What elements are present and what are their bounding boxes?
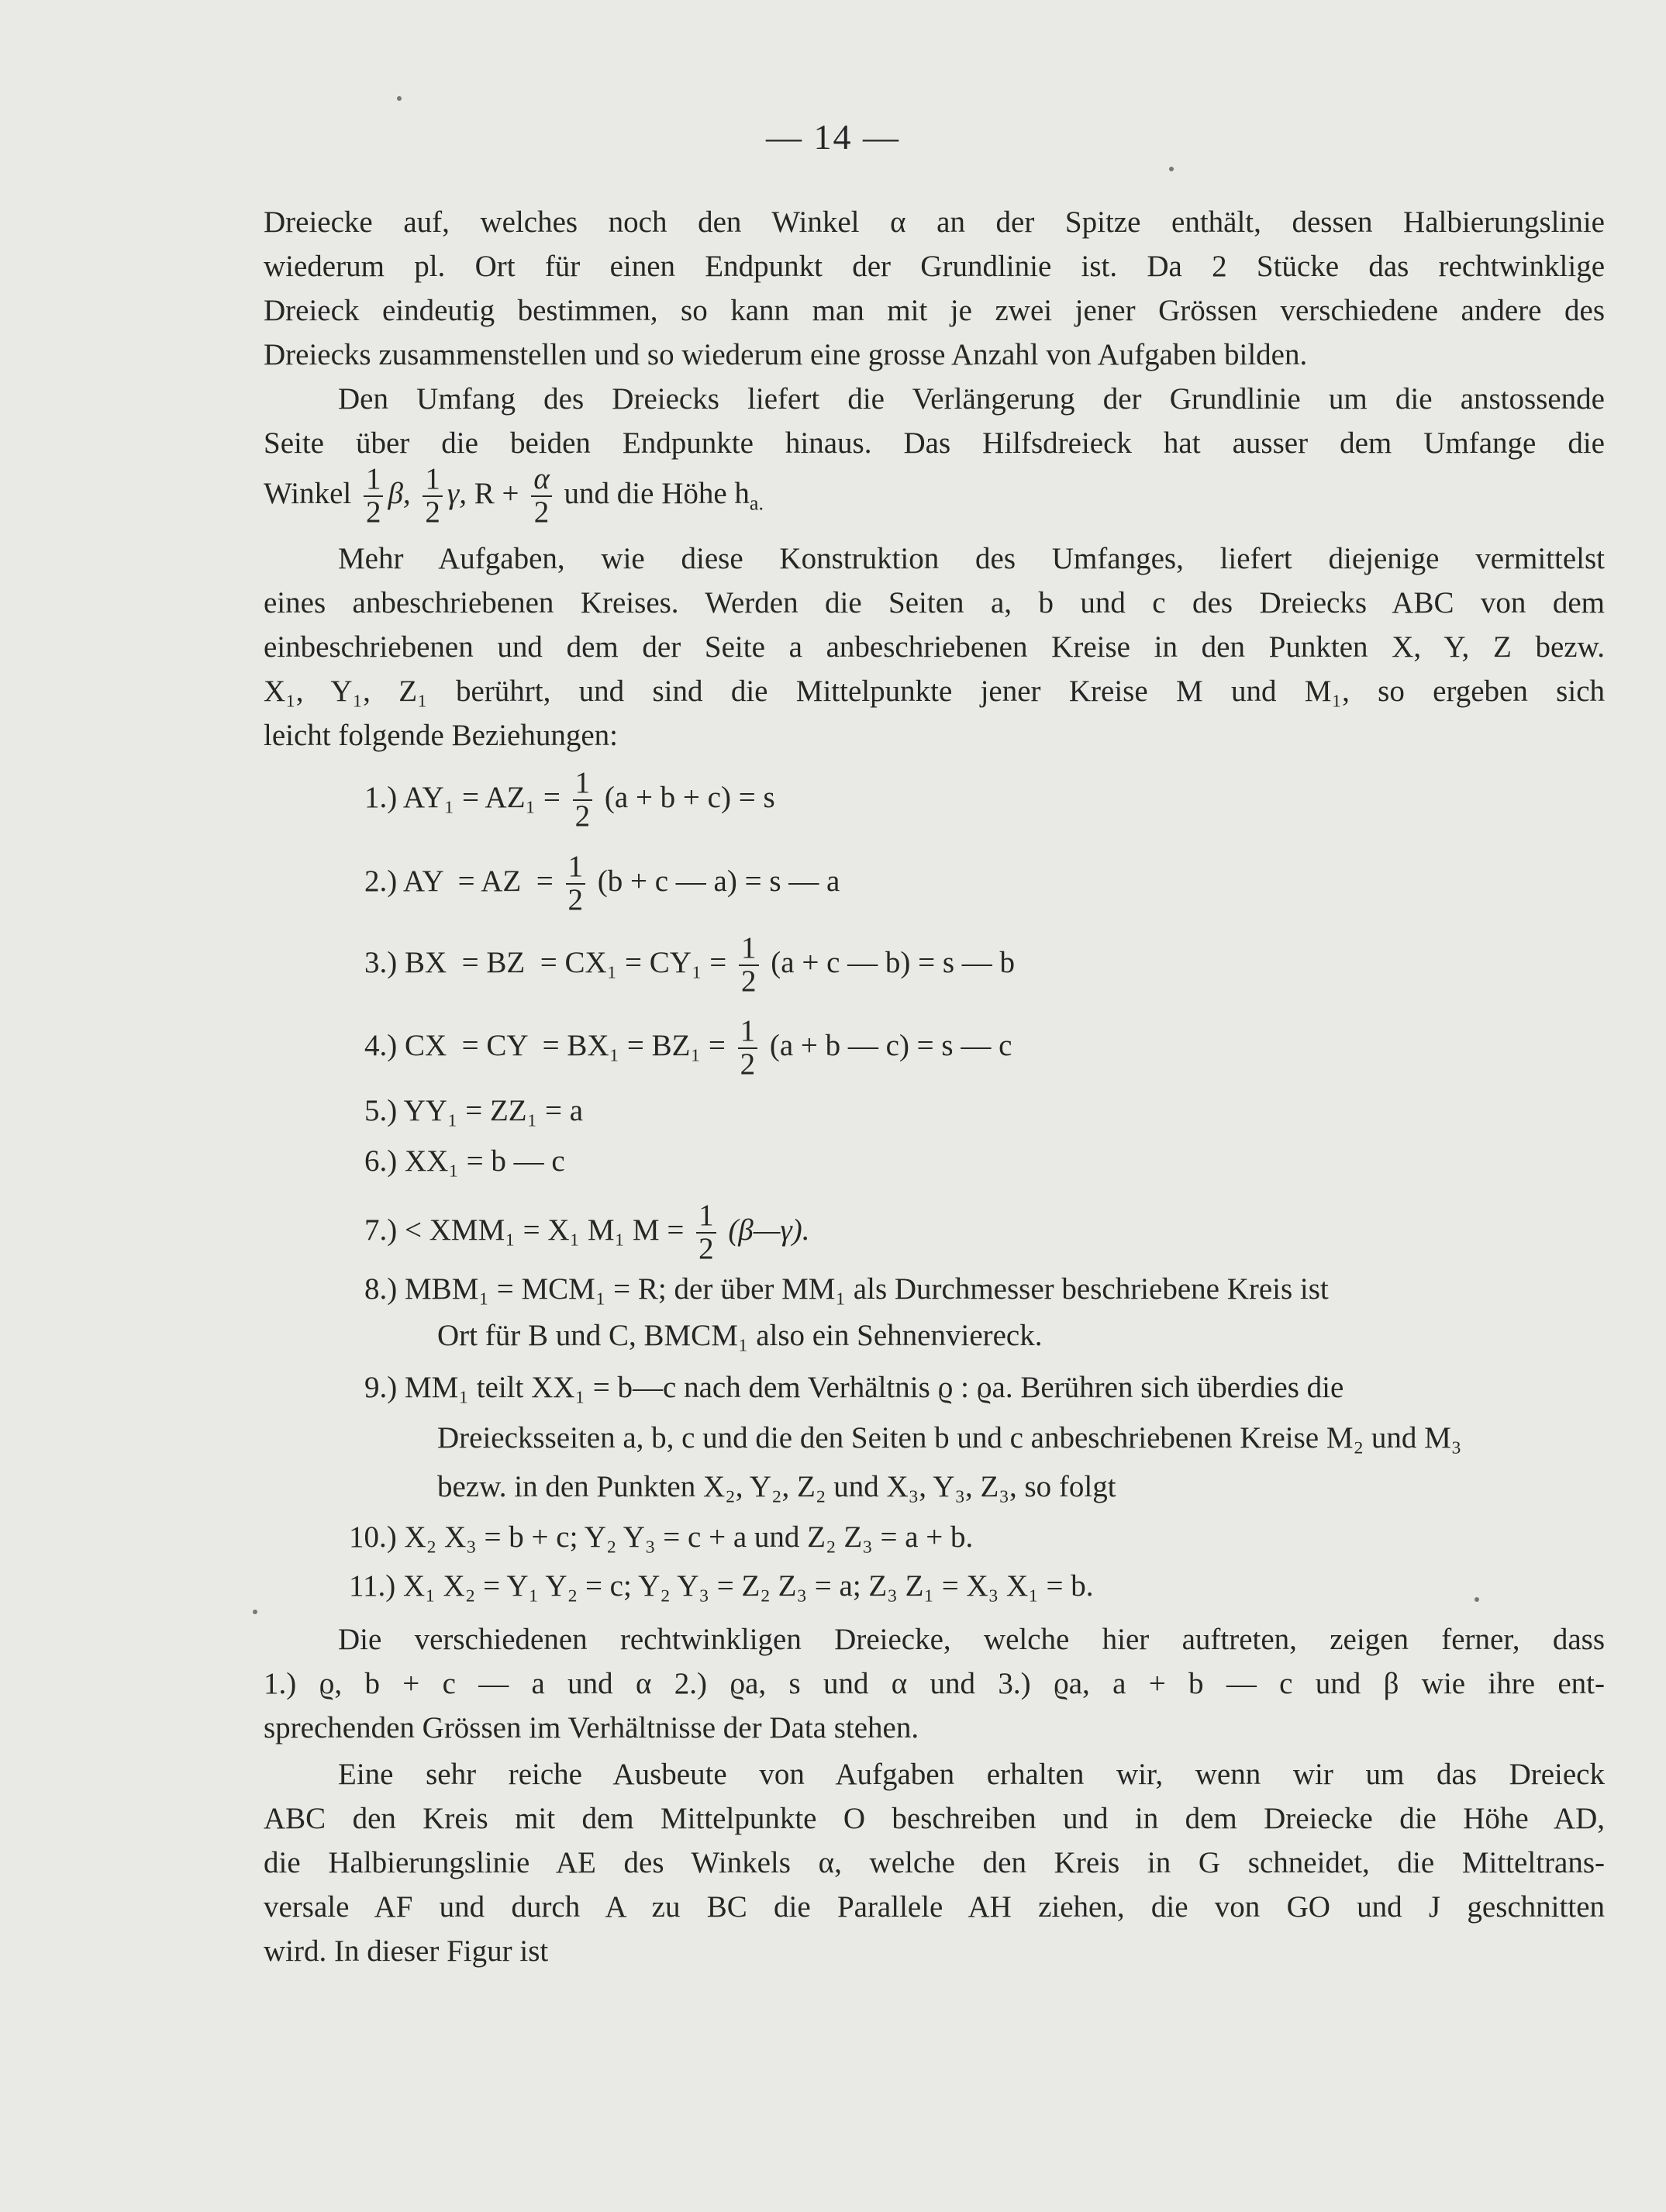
fraction: $\frac{1}{2}$	[364, 464, 384, 529]
scan-speck	[1475, 1597, 1479, 1602]
text-line: Seite über die beiden Endpunkte hinaus. Das Hilfsdreieck hat ausser dem Umfange die	[264, 426, 1605, 460]
text-line: Dreiecke auf, welches noch den Winkel α an der Spitze enthält, dessen Halbierungslinie	[264, 205, 1605, 239]
text-line: Dreieck eindeutig bestimmen, so kann man mit je zwei jener Grössen verschiedene andere des	[264, 294, 1605, 327]
equation-8-continued: Ort für B und C, BMCM₁ also ein Sehnenviereck.	[437, 1319, 1043, 1352]
equation-3: 3.) BX = BZ = CX₁ = CY₁ = $\frac{1}{2}$ (a + c — b) = s — b	[364, 931, 1016, 998]
scan-speck	[397, 96, 402, 101]
text-line: einbeschriebenen und dem der Seite a anbeschriebenen Kreise in den Punkten X, Y, Z bezw.	[264, 630, 1605, 664]
equation-7: 7.) < XMM₁ = X₁ M₁ M = $\frac{1}{2}$ (β—γ).	[364, 1199, 810, 1265]
text-line: ABC den Kreis mit dem Mittelpunkte O beschreiben und in dem Dreiecke die Höhe AD,	[264, 1802, 1605, 1835]
equation-8: 8.) MBM₁ = MCM₁ = R; der über MM₁ als Durchmesser beschriebene Kreis ist	[364, 1272, 1329, 1306]
equation-9: 9.) MM₁ teilt XX₁ = b—c nach dem Verhältnis ϱ : ϱa. Berühren sich überdies die	[364, 1371, 1344, 1404]
text-line: wiederum pl. Ort für einen Endpunkt der Grundlinie ist. Da 2 Stücke das rechtwinklige	[264, 250, 1605, 283]
equation-10: 10.) X₂ X₃ = b + c; Y₂ Y₃ = c + a und Z₂ Z₃ = a + b.	[349, 1520, 974, 1554]
text-line: wird. In dieser Figur ist	[264, 1934, 549, 1968]
text-line: versale AF und durch A zu BC die Parallele AH ziehen, die von GO und J geschnitten	[264, 1890, 1605, 1924]
text-line: Mehr Aufgaben, wie diese Konstruktion des Umfanges, liefert diejenige vermittelst	[338, 542, 1605, 575]
equation-4: 4.) CX = CY = BX₁ = BZ₁ = $\frac{1}{2}$ (a + b — c) = s — c	[364, 1014, 1012, 1081]
page-number: — 14 —	[766, 117, 900, 157]
text-line: Die verschiedenen rechtwinkligen Dreiecke, welche hier auftreten, zeigen ferner, dass	[338, 1623, 1605, 1656]
text-line: Eine sehr reiche Ausbeute von Aufgaben erhalten wir, wenn wir um das Dreieck	[338, 1758, 1605, 1791]
equation-6: 6.) XX₁ = b — c	[364, 1144, 565, 1178]
fraction: $\frac{1}{2}$	[423, 464, 443, 529]
equation-11: 11.) X₁ X₂ = Y₁ Y₂ = c; Y₂ Y₃ = Z₂ Z₃ = a; Z₃ Z₁ = X₃ X₁ = b.	[349, 1569, 1094, 1603]
text-line: Dreiecks zusammenstellen und so wiederum eine grosse Anzahl von Aufgaben bilden.	[264, 338, 1308, 371]
equation-5: 5.) YY₁ = ZZ₁ = a	[364, 1094, 584, 1127]
scan-speck	[1169, 167, 1174, 171]
text-line: sprechenden Grössen im Verhältnisse der Data stehen.	[264, 1711, 919, 1744]
text-line: die Halbierungslinie AE des Winkels α, welche den Kreis in G schneidet, die Mitteltrans-	[264, 1846, 1605, 1879]
equation-9-continued: Dreiecksseiten a, b, c und die den Seiten b und c anbeschriebenen Kreise M₂ und M₃	[437, 1421, 1462, 1455]
text-line: Den Umfang des Dreiecks liefert die Verlängerung der Grundlinie um die anstossende	[338, 382, 1605, 416]
fraction: $\frac{\alpha}{2}$	[531, 464, 551, 529]
winkel-line: Winkel $\frac{1}{2}$ β, $\frac{1}{2}$ γ, R + $\frac{\alpha}{2}$ und die Höhe $h_{a.}$	[264, 462, 764, 529]
equation-9-continued: bezw. in den Punkten X₂, Y₂, Z₂ und X₃, Y₃, Z₃, so folgt	[437, 1470, 1116, 1503]
text-line: leicht folgende Beziehungen:	[264, 719, 618, 752]
text-line: 1.) ϱ, b + c — a und α 2.) ϱa, s und α und 3.) ϱa, a + b — c und β wie ihre ent-	[264, 1667, 1605, 1700]
winkel-label: Winkel	[264, 476, 352, 510]
equation-2: 2.) AY = AZ = $\frac{1}{2}$ (b + c — a) = s — a	[364, 850, 840, 916]
text-line: eines anbeschriebenen Kreises. Werden die Seiten a, b und c des Dreiecks ABC von dem	[264, 586, 1605, 619]
winkel-height: und die Höhe h	[564, 476, 750, 510]
text-line: X₁, Y₁, Z₁ berührt, und sind die Mittelpunkte jener Kreise M und M₁, so ergeben sich	[264, 675, 1605, 708]
equation-1: 1.) AY₁ = AZ₁ = $\frac{1}{2}$ (a + b + c) = s	[364, 766, 775, 833]
scan-speck	[253, 1610, 257, 1614]
